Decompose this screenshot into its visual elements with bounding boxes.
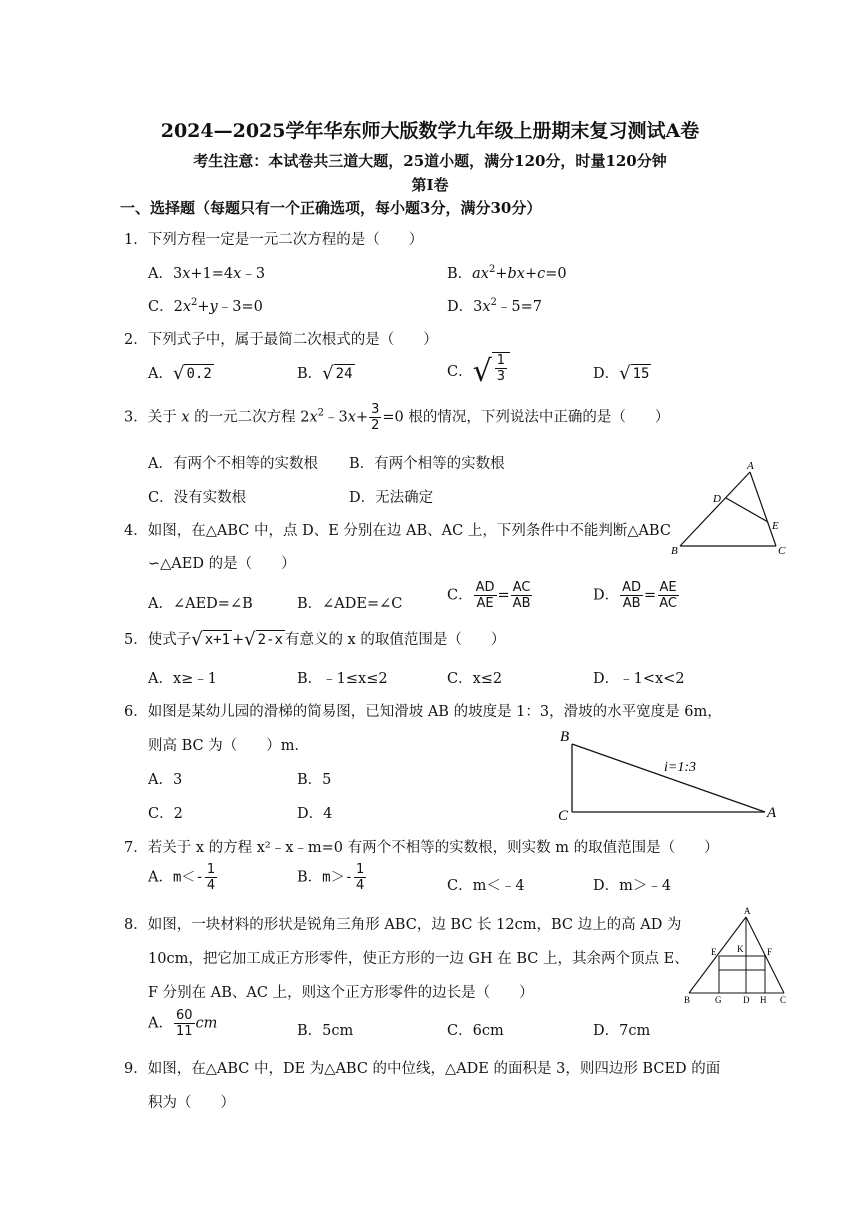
q6-label-c: C [558, 808, 569, 824]
q6-option-c: C．2 [148, 806, 183, 822]
q7-option-a: A．m＜- $\frac{1}{4}$ [148, 862, 216, 893]
question-1-stem: 1．下列方程一定是一元二次方程的是（ ） [124, 232, 424, 248]
q1-option-c: C．$2x^2+y﹣3=0$ [148, 297, 263, 315]
question-9-stem-line2: 积为（ ） [148, 1095, 235, 1111]
q3-option-b: B．有两个相等的实数根 [349, 456, 505, 472]
q8-label-a: A [744, 906, 751, 916]
question-4-stem-line1: 4．如图，在△ABC 中，点 D、E 分别在边 AB、AC 上，下列条件中不能判断△ABC [124, 523, 671, 539]
q4-triangle-figure [668, 458, 798, 558]
q1-option-a: A．3x+1=4x﹣3 [148, 266, 266, 282]
q5-option-c: C．x≤2 [447, 671, 503, 687]
q4-option-d: D． $\frac{AD}{AB}$ = $\frac{AE}{AC}$ [593, 580, 677, 611]
q2-option-b: B． √ 24 [297, 363, 353, 384]
q4-option-b: B．∠ADE=∠C [297, 596, 403, 612]
q6-option-d: D．4 [297, 806, 333, 822]
page-title: 2024—2025学年华东师大版数学九年级上册期末复习测试A卷 [160, 120, 700, 142]
q8-label-c: C [780, 995, 787, 1005]
q4-label-a: A [747, 460, 754, 472]
exam-notice: 考生注意：本试卷共三道大题，25道小题，满分120分，时量120分钟 [193, 152, 667, 170]
q2-b-radicand: 24 [335, 366, 353, 382]
q8-option-c: C．6cm [447, 1023, 504, 1039]
q7-option-b: B．m＞- $\frac{1}{4}$ [297, 862, 365, 893]
volume-label: 第Ⅰ卷 [411, 176, 449, 194]
q4-label-b: B [671, 545, 678, 557]
q5-option-a: A．x≥﹣1 [148, 671, 218, 687]
q3-option-d: D．无法确定 [349, 490, 434, 506]
q8-label-d: D [743, 995, 750, 1005]
question-2-stem: 2．下列式子中，属于最简二次根式的是（ ） [124, 332, 438, 348]
q2-option-c: C． √ $\frac{1}{3}$ [447, 352, 510, 392]
q4-label-d: D [713, 493, 721, 505]
q4-option-a: A．∠AED=∠B [148, 596, 253, 612]
q6-label-b: B [560, 729, 570, 745]
q7-option-c: C．m＜﹣4 [447, 878, 525, 894]
q8-label-b: B [684, 995, 691, 1005]
q8-square-figure [680, 905, 795, 1005]
q8-option-b: B．5cm [297, 1023, 354, 1039]
question-4-stem-line2: ∽△AED 的是（ ） [148, 556, 296, 572]
q2-d-radicand: 15 [632, 366, 650, 382]
question-5-stem: 5．使式子 √ x+1 + √ 2-x 有意义的 x 的取值范围是（ ） [124, 629, 506, 650]
q8-label-g: G [715, 995, 722, 1005]
question-8-stem-line2: 10cm，把它加工成正方形零件，使正方形的一边 GH 在 BC 上，其余两个顶点 E、 [148, 951, 689, 967]
q4-label-e: E [772, 520, 779, 532]
q2-option-a: A． √ 0.2 [148, 363, 212, 384]
q4-label-c: C [778, 545, 786, 557]
question-9-stem-line1: 9．如图，在△ABC 中，DE 为△ABC 的中位线，△ADE 的面积是 3，则四边形 BCED 的面 [124, 1061, 721, 1077]
q2-option-d: D． √ 15 [593, 363, 650, 384]
q3-option-a: A．有两个不相等的实数根 [148, 456, 318, 472]
q1-option-d: D．$3x^2﹣5=7$ [447, 297, 543, 315]
q6-label-a: A [767, 805, 777, 821]
question-8-stem-line3: F 分别在 AB、AC 上，则这个正方形零件的边长是（ ） [148, 985, 534, 1001]
q8-label-k: K [737, 944, 744, 954]
question-6-stem-line1: 6．如图是某幼儿园的滑梯的简易图，已知滑坡 AB 的坡度是 1：3，滑坡的水平宽度是 6m， [124, 704, 722, 720]
question-6-stem-line2: 则高 BC 为（ ）m． [148, 738, 309, 754]
q3-option-c: C．没有实数根 [148, 490, 247, 506]
q2-c-den: 3 [496, 369, 506, 384]
q8-label-e: E [711, 947, 717, 957]
question-3-stem: 3．关于 x 的一元二次方程 $2x^2﹣3x+$ $\frac{3}{2}$ =0 根的情况，下列说法中正确的是（ ） [124, 402, 670, 433]
q4-option-c: C． $\frac{AD}{AE}$ = $\frac{AC}{AB}$ [447, 580, 531, 611]
q6-slide-figure [555, 726, 795, 826]
q2-c-num: 1 [496, 353, 506, 368]
q7-option-d: D．m＞﹣4 [593, 878, 672, 894]
q6-option-b: B．5 [297, 772, 332, 788]
q8-label-f: F [767, 947, 773, 957]
q6-slope-label: i=1:3 [664, 760, 696, 775]
q5-option-d: D．﹣1<x<2 [593, 671, 685, 687]
question-8-stem-line1: 8．如图，一块材料的形状是锐角三角形 ABC，边 BC 长 12cm，BC 边上的高 AD 为 [124, 917, 682, 933]
q8-option-a: A． $\frac{60}{11}$ cm [148, 1008, 218, 1039]
q2-a-radicand: 0.2 [186, 366, 212, 382]
q6-option-a: A．3 [148, 772, 183, 788]
section-heading: 一、选择题（每题只有一个正确选项，每小题3分，满分30分） [120, 199, 542, 217]
q5-option-b: B．﹣1≤x≤2 [297, 671, 388, 687]
question-7-stem: 7．若关于 x 的方程 x²﹣x﹣m=0 有两个不相等的实数根，则实数 m 的取值范围是（ ） [124, 840, 719, 856]
q8-label-h: H [760, 995, 767, 1005]
q1-option-b: B．$ax^2+bx+c=0$ [447, 264, 567, 282]
q8-option-d: D．7cm [593, 1023, 651, 1039]
